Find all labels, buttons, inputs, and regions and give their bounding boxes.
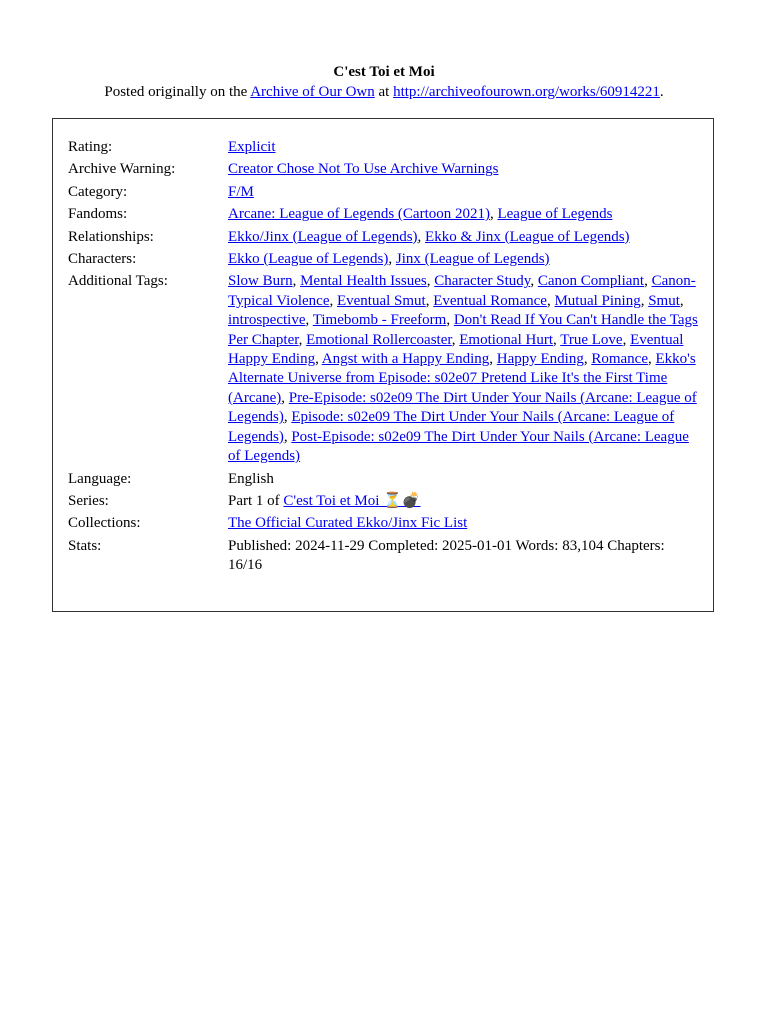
rating-row <box>68 138 700 160</box>
collections-label: Collections: <box>68 515 141 532</box>
tag-link[interactable]: Emotional Hurt <box>459 331 553 348</box>
tag-separator: , <box>283 409 292 426</box>
relationships-label: Relationships: <box>68 228 154 245</box>
tag-link[interactable]: League of Legends <box>497 206 613 223</box>
additional-tags <box>228 272 700 469</box>
fandoms-tags <box>228 205 700 227</box>
tag-separator: , <box>644 273 652 290</box>
tag-separator: , <box>553 331 561 348</box>
series-label: Series: <box>68 492 109 509</box>
tag-link[interactable]: Character Study <box>434 273 531 290</box>
series-row <box>68 492 700 514</box>
stats-value: Published: 2024-11-29 Completed: 2025-01-01 Words: 83,104 Chapters: 16/16 <box>228 537 665 574</box>
rating-label: Rating: <box>68 139 113 155</box>
series-prefix: Part 1 of <box>228 492 284 509</box>
characters-row <box>68 250 700 272</box>
meta-box <box>52 118 714 612</box>
tag-link[interactable]: Ekko/Jinx (League of Legends) <box>228 228 418 245</box>
category-label: Category: <box>68 183 128 200</box>
additional-tags-label: Additional Tags: <box>68 273 168 290</box>
tag-link[interactable]: Eventual Smut <box>336 292 426 309</box>
characters-label: Characters: <box>68 251 137 268</box>
tag-separator: , <box>622 331 631 348</box>
language-row <box>68 470 700 492</box>
tag-separator: , <box>446 312 454 329</box>
posted-prefix: Posted originally on the <box>104 84 251 100</box>
tag-separator: , <box>425 292 434 309</box>
tag-link[interactable]: Episode: s02e09 The Dirt Under Your Nails (Arcane: League of Legends) <box>228 409 675 445</box>
tag-separator: , <box>583 351 592 368</box>
archive-link[interactable]: Archive of Our Own <box>250 84 375 100</box>
series-link[interactable]: C'est Toi et Moi ⏳💣 <box>283 492 421 509</box>
tag-separator: , <box>417 228 426 245</box>
collections-row <box>68 514 700 536</box>
collections-link[interactable]: The Official Curated Ekko/Jinx Fic List <box>228 515 468 532</box>
tag-link[interactable]: Smut <box>648 292 680 309</box>
tag-separator: , <box>292 273 301 290</box>
tag-link[interactable]: Pre-Episode: s02e09 The Dirt Under Your Nails (Arcane: League of Legends) <box>228 389 697 426</box>
tag-link[interactable]: introspective <box>228 312 306 329</box>
tag-link[interactable]: Post-Episode: s02e09 The Dirt Under Your Nails (Arcane: League of Legends) <box>228 428 689 465</box>
tag-separator: , <box>489 206 498 223</box>
fandoms-label: Fandoms: <box>68 206 128 223</box>
tag-link[interactable]: True Love <box>560 331 623 348</box>
tag-separator: , <box>298 331 307 348</box>
meta-table <box>68 138 700 579</box>
tag-separator: , <box>546 292 555 309</box>
tag-separator: , <box>647 351 656 368</box>
posted-line <box>0 82 768 102</box>
category-link[interactable]: F/M <box>228 183 254 200</box>
tag-separator: , <box>305 312 313 329</box>
warning-label: Archive Warning: <box>68 161 176 178</box>
tag-link[interactable]: Arcane: League of Legends (Cartoon 2021) <box>228 206 490 223</box>
tag-link[interactable]: Angst with a Happy Ending <box>321 351 490 368</box>
tag-separator: , <box>388 251 396 268</box>
period: . <box>659 84 664 100</box>
rating-link[interactable]: Explicit <box>228 139 276 155</box>
tag-link[interactable]: Mental Health Issues <box>300 273 427 290</box>
tag-separator: , <box>640 292 649 309</box>
tag-separator: , <box>489 351 497 368</box>
relationships-tags <box>228 228 700 250</box>
language-value: English <box>228 470 274 487</box>
fandoms-row <box>68 205 700 227</box>
work-title: C'est Toi et Moi <box>333 64 435 80</box>
tag-link[interactable]: Canon-Typical Violence <box>228 273 696 309</box>
warning-link[interactable]: Creator Chose Not To Use Archive Warnings <box>228 161 499 178</box>
at-text: at <box>374 84 394 100</box>
tag-link[interactable]: Emotional Rollercoaster <box>306 331 452 348</box>
tag-link[interactable]: Canon Compliant <box>537 273 645 290</box>
tag-link[interactable]: Ekko & Jinx (League of Legends) <box>425 228 630 245</box>
tag-link[interactable]: Slow Burn <box>228 273 293 290</box>
tag-separator: , <box>530 273 538 290</box>
tag-link[interactable]: Timebomb - Freeform <box>312 312 447 329</box>
category-row <box>68 183 700 205</box>
tag-link[interactable]: Ekko's Alternate Universe from Episode: s02e07 Pretend Like It's the First Time (Arcane) <box>228 351 696 406</box>
stats-label: Stats: <box>68 537 102 554</box>
tag-separator: , <box>281 389 289 406</box>
characters-tags <box>228 250 700 272</box>
tag-link[interactable]: Don't Read If You Can't Handle the Tags Per Chapter <box>228 312 698 348</box>
tag-link[interactable]: Mutual Pining <box>554 292 641 309</box>
language-label: Language: <box>68 470 132 487</box>
tag-separator: , <box>315 351 322 368</box>
tag-separator: , <box>679 292 684 309</box>
tag-separator: , <box>283 428 292 445</box>
work-url-link[interactable]: http://archiveofourown.org/works/60914221 <box>393 84 660 100</box>
tag-separator: , <box>451 331 460 348</box>
tag-link[interactable]: Eventual Romance <box>433 292 547 309</box>
warning-row <box>68 160 700 182</box>
additional-tags-row <box>68 272 700 469</box>
tag-link[interactable]: Happy Ending <box>496 351 584 368</box>
tag-link[interactable]: Eventual Happy Ending <box>228 331 684 368</box>
relationships-row <box>68 228 700 250</box>
tag-link[interactable]: Romance <box>591 351 648 368</box>
tag-separator: , <box>426 273 435 290</box>
tag-link[interactable]: Ekko (League of Legends) <box>228 251 389 268</box>
stats-row <box>68 537 700 579</box>
tag-link[interactable]: Jinx (League of Legends) <box>395 251 550 268</box>
tag-separator: , <box>329 292 337 309</box>
